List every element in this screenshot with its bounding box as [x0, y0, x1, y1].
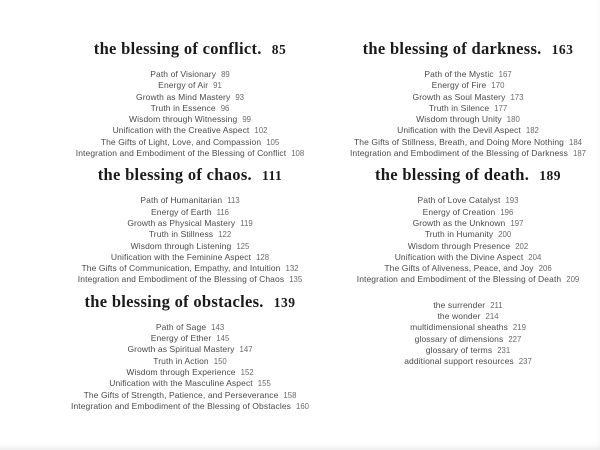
entry-page-number: 99 — [242, 115, 251, 125]
toc-entry — [340, 356, 596, 367]
entry-label: multidimensional sheaths — [410, 322, 508, 333]
toc-entry — [340, 69, 596, 80]
entry-page-number: 145 — [216, 334, 230, 344]
section-title: the blessing of death. — [375, 165, 530, 185]
toc-entry — [340, 311, 596, 322]
entry-label: Energy of Air — [158, 80, 209, 91]
toc-entry — [62, 367, 318, 378]
toc-entry — [340, 274, 596, 285]
toc-entry — [62, 114, 318, 125]
entry-page-number: 197 — [510, 218, 524, 228]
toc-entry — [340, 345, 596, 356]
entry-label: Truth in Essence — [150, 102, 216, 113]
entry-label: Integration and Embodiment of the Blessing of Obstacles — [70, 400, 291, 411]
section-title: the blessing of chaos. — [97, 165, 252, 185]
entry-label: Truth in Humanity — [424, 229, 494, 240]
toc-entry — [340, 148, 596, 159]
entry-page-number: 113 — [227, 196, 240, 206]
entry-page-number: 143 — [211, 322, 225, 332]
entry-page-number: 135 — [289, 275, 303, 285]
entry-label: Wisdom through Witnessing — [128, 114, 238, 125]
toc-section — [62, 40, 318, 159]
entry-label: glossary of terms — [425, 344, 493, 355]
entry-page-number: 108 — [291, 149, 305, 159]
toc-entry — [340, 300, 596, 311]
entry-label: Truth in Stillness — [148, 229, 214, 240]
toc-section — [340, 166, 596, 285]
toc-entry — [62, 252, 318, 263]
entry-page-number: 200 — [498, 230, 512, 240]
toc-section — [340, 300, 596, 368]
entry-label: Wisdom through Presence — [407, 240, 511, 251]
toc-column-left — [62, 40, 318, 419]
entry-label: The Gifts of Light, Love, and Compassion — [100, 136, 262, 147]
section-title: the blessing of obstacles. — [84, 291, 264, 311]
entry-page-number: 160 — [296, 401, 310, 411]
toc-entry — [62, 125, 318, 136]
entry-page-number: 147 — [239, 345, 253, 355]
toc-entry — [62, 344, 318, 355]
entry-page-number: 211 — [490, 300, 503, 310]
entry-label: Path of Love Catalyst — [417, 195, 501, 206]
toc-entry — [62, 207, 318, 218]
entry-page-number: 219 — [512, 323, 526, 333]
entry-page-number: 227 — [508, 334, 522, 344]
toc-entry — [340, 241, 596, 252]
entry-label: Energy of Creation — [422, 206, 496, 217]
toc-entry — [62, 103, 318, 114]
entry-label: The Gifts of Aliveness, Peace, and Joy — [384, 263, 534, 274]
entry-label: Growth as Spiritual Mastery — [127, 344, 235, 355]
toc-entry — [62, 356, 318, 367]
section-heading — [62, 166, 318, 185]
toc-entry — [62, 378, 318, 389]
toc-column-right — [340, 40, 596, 375]
section-title: the blessing of conflict. — [93, 39, 262, 58]
entry-page-number: 150 — [213, 356, 227, 366]
entry-label: The Gifts of Stillness, Breath, and Doing More Nothing — [354, 136, 564, 147]
entry-label: the wonder — [437, 311, 481, 322]
entry-page-number: 177 — [494, 103, 508, 113]
toc-entry — [62, 333, 318, 344]
entry-label: Wisdom through Experience — [126, 366, 236, 377]
section-page-number: 163 — [551, 42, 574, 57]
toc-entry — [340, 103, 596, 114]
toc-entry — [62, 195, 318, 206]
entry-label: additional support resources — [404, 356, 514, 367]
section-page-number: 189 — [539, 168, 561, 184]
toc-entry — [62, 263, 318, 274]
entry-page-number: 91 — [213, 81, 222, 91]
entry-page-number: 116 — [216, 207, 229, 217]
entry-label: Truth in Action — [153, 355, 209, 366]
entry-page-number: 125 — [236, 241, 250, 251]
section-heading — [62, 40, 318, 59]
entry-page-number: 214 — [485, 312, 499, 322]
toc-entry — [340, 252, 596, 263]
toc-entry — [62, 69, 318, 80]
entry-page-number: 187 — [573, 149, 587, 159]
entry-page-number: 204 — [528, 252, 542, 262]
entry-label: the surrender — [433, 299, 486, 310]
entry-label: Unification with the Devil Aspect — [397, 125, 521, 136]
entry-label: Growth as Soul Mastery — [412, 91, 506, 102]
toc-entry — [62, 218, 318, 229]
entry-page-number: 158 — [283, 390, 297, 400]
entry-page-number: 184 — [568, 137, 582, 147]
toc-entry — [340, 229, 596, 240]
toc-entry — [340, 80, 596, 91]
entry-page-number: 196 — [500, 207, 514, 217]
entry-label: Energy of Fire — [431, 80, 487, 91]
toc-entry — [340, 137, 596, 148]
section-page-number: 111 — [261, 168, 283, 184]
toc-entry — [62, 322, 318, 333]
entry-label: The Gifts of Communication, Empathy, and Intuition — [81, 263, 281, 274]
entry-label: Unification with the Masculine Aspect — [109, 378, 253, 389]
entry-page-number: 193 — [505, 196, 519, 206]
toc-entry — [340, 263, 596, 274]
toc-entry — [62, 92, 318, 103]
entry-page-number: 105 — [266, 137, 280, 147]
toc-entry — [62, 274, 318, 285]
entry-page-number: 170 — [491, 81, 505, 91]
entry-page-number: 132 — [285, 264, 299, 274]
entry-label: Path of Humanitarian — [140, 195, 223, 206]
entry-label: Path of the Mystic — [424, 69, 494, 79]
toc-entry — [62, 229, 318, 240]
section-heading — [62, 293, 318, 312]
entry-page-number: 155 — [257, 379, 271, 389]
toc-entry — [62, 148, 318, 159]
entry-page-number: 93 — [235, 92, 244, 102]
entry-label: Growth as the Unknown — [412, 217, 506, 228]
entry-page-number: 122 — [218, 230, 232, 240]
toc-entry — [340, 322, 596, 333]
toc-entry — [340, 92, 596, 103]
toc-entry — [62, 80, 318, 91]
toc-section — [340, 40, 596, 159]
entry-label: Integration and Embodiment of the Blessing of Darkness — [349, 148, 568, 159]
entry-page-number: 102 — [254, 126, 268, 136]
entry-page-number: 152 — [240, 367, 254, 377]
entry-label: Integration and Embodiment of the Blessing of Chaos — [77, 274, 285, 285]
entry-label: Growth as Physical Mastery — [127, 217, 236, 228]
entry-page-number: 202 — [515, 241, 529, 251]
entry-page-number: 182 — [525, 126, 539, 136]
toc-entry — [340, 207, 596, 218]
entry-page-number: 89 — [221, 70, 230, 79]
entry-label: Path of Visionary — [150, 69, 217, 79]
entry-page-number: 237 — [518, 357, 532, 367]
entry-label: glossary of dimensions — [414, 333, 504, 344]
section-title: the blessing of darkness. — [362, 39, 542, 58]
section-heading — [340, 40, 596, 59]
toc-section — [62, 166, 318, 285]
entry-label: Growth as Mind Mastery — [136, 91, 231, 102]
section-heading — [340, 166, 596, 185]
entry-page-number: 206 — [538, 264, 552, 274]
toc-entry — [62, 137, 318, 148]
entry-label: The Gifts of Strength, Patience, and Perseverance — [83, 389, 279, 400]
toc-entry — [62, 390, 318, 401]
entry-label: Wisdom through Listening — [130, 240, 232, 251]
entry-label: Integration and Embodiment of the Blessing of Conflict — [75, 148, 287, 159]
entry-label: Unification with the Divine Aspect — [394, 251, 524, 262]
entry-page-number: 180 — [506, 115, 520, 125]
entry-label: Unification with the Creative Aspect — [112, 125, 250, 136]
section-page-number: 85 — [271, 42, 287, 57]
entry-page-number: 119 — [240, 218, 253, 228]
entry-page-number: 167 — [498, 70, 512, 79]
toc-entry — [340, 125, 596, 136]
toc-entry — [340, 218, 596, 229]
section-page-number: 139 — [273, 294, 296, 310]
toc-entry — [340, 195, 596, 206]
entry-label: Wisdom through Unity — [416, 114, 502, 125]
entry-label: Path of Sage — [155, 321, 207, 332]
entry-page-number: 231 — [497, 345, 511, 355]
entry-label: Energy of Ether — [150, 333, 212, 344]
entry-page-number: 128 — [256, 252, 270, 262]
toc-entry — [340, 114, 596, 125]
entry-page-number: 173 — [510, 92, 524, 102]
entry-label: Unification with the Feminine Aspect — [110, 251, 252, 262]
toc-section — [62, 293, 318, 412]
toc-entry — [62, 401, 318, 412]
entry-label: Integration and Embodiment of the Blessing of Death — [356, 274, 562, 285]
toc-entry — [340, 334, 596, 345]
entry-label: Energy of Earth — [151, 206, 212, 217]
entry-page-number: 96 — [220, 103, 230, 113]
entry-label: Truth in Silence — [428, 102, 490, 113]
toc-entry — [62, 241, 318, 252]
entry-page-number: 209 — [566, 275, 580, 285]
